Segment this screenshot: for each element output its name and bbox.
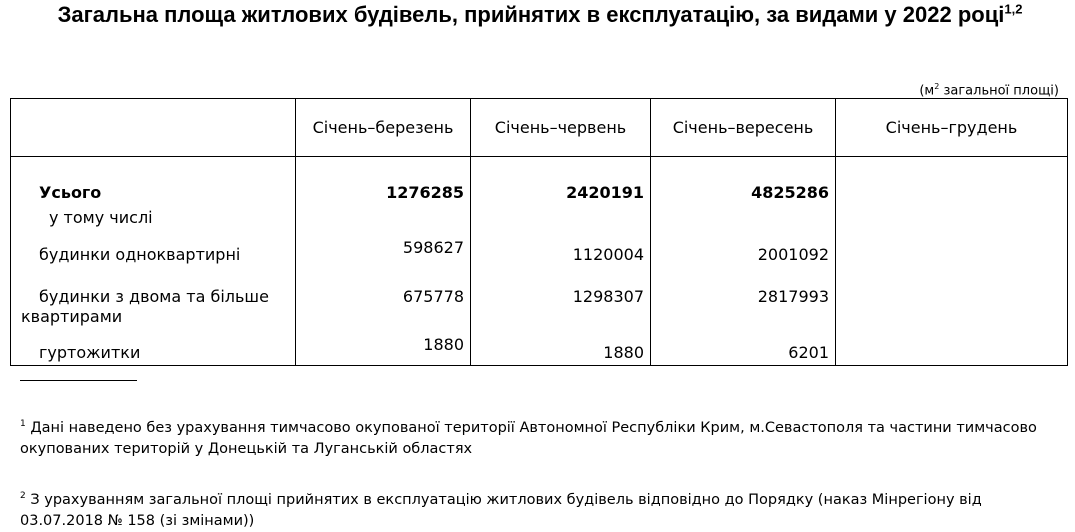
units-suffix: загальної площі): [939, 83, 1059, 99]
row-label-dormitories: гуртожитки: [39, 343, 141, 362]
title-footnote-marks: 1,2: [1004, 1, 1023, 17]
footnote-2-text: З урахуванням загальної площі прийнятих в експлуатацію житлових будівель відповідно до Порядку (наказ Мінрегіону від 03.07.2018 № 158 (зі змінами)): [20, 491, 982, 529]
table-header-row: [11, 99, 1068, 157]
jan-jun-column: [471, 157, 651, 366]
cell-single-jan-sep: 2001092: [757, 245, 829, 264]
header-jan-mar: Січень–березень: [296, 99, 471, 157]
header-empty: [11, 99, 296, 157]
cell-single-jan-jun: 1120004: [572, 245, 644, 264]
jan-sep-column: [651, 157, 836, 366]
header-jan-sep: Січень–вересень: [651, 99, 836, 157]
row-label-multi-family: будинки з двома та більше квартирами: [21, 287, 269, 326]
footnote-1-mark: 1: [20, 419, 26, 429]
footnote-1-text: Дані наведено без урахування тимчасово окупованої території Автономної Республіки Крим, м.Севастополя та частини тимчасово окупованих територій у Донецькій та Луганській областях: [20, 419, 1037, 457]
labels-column: [11, 157, 296, 366]
footnote-1: [20, 414, 1060, 460]
cell-multi-jan-jun: 1298307: [572, 287, 644, 306]
header-jan-jun: Січень–червень: [471, 99, 651, 157]
cell-dorm-jan-mar: 1880: [423, 335, 464, 354]
cell-total-jan-mar: 1276285: [386, 183, 464, 202]
cell-total-jan-jun: 2420191: [566, 183, 644, 202]
units-note: [919, 79, 1059, 99]
jan-mar-column: [296, 157, 471, 366]
jan-dec-column: [836, 157, 1068, 366]
title-text: Загальна площа житлових будівель, прийнятих в експлуатацію, за видами у 2022 році: [57, 2, 1005, 27]
footnote-2: [20, 486, 1060, 532]
cell-single-jan-mar: 598627: [402, 238, 464, 257]
table-body-row: [11, 157, 1068, 366]
cell-multi-jan-sep: 2817993: [757, 287, 829, 306]
row-label-total: Усього: [39, 183, 102, 202]
row-label-single-family: будинки одноквартирні: [39, 245, 241, 264]
footnote-2-mark: 2: [20, 491, 26, 501]
cell-multi-jan-mar: 675778: [402, 287, 464, 306]
page-title: [20, 2, 1060, 28]
data-table: [10, 98, 1068, 366]
row-label-including: у тому числі: [49, 208, 153, 227]
cell-total-jan-sep: 4825286: [751, 183, 829, 202]
units-superscript: 2: [934, 82, 940, 91]
cell-dorm-jan-sep: 6201: [788, 343, 829, 362]
cell-dorm-jan-jun: 1880: [603, 343, 644, 362]
units-prefix: (м: [919, 83, 935, 99]
footnote-separator: [20, 380, 137, 381]
header-jan-dec: Січень–грудень: [836, 99, 1068, 157]
